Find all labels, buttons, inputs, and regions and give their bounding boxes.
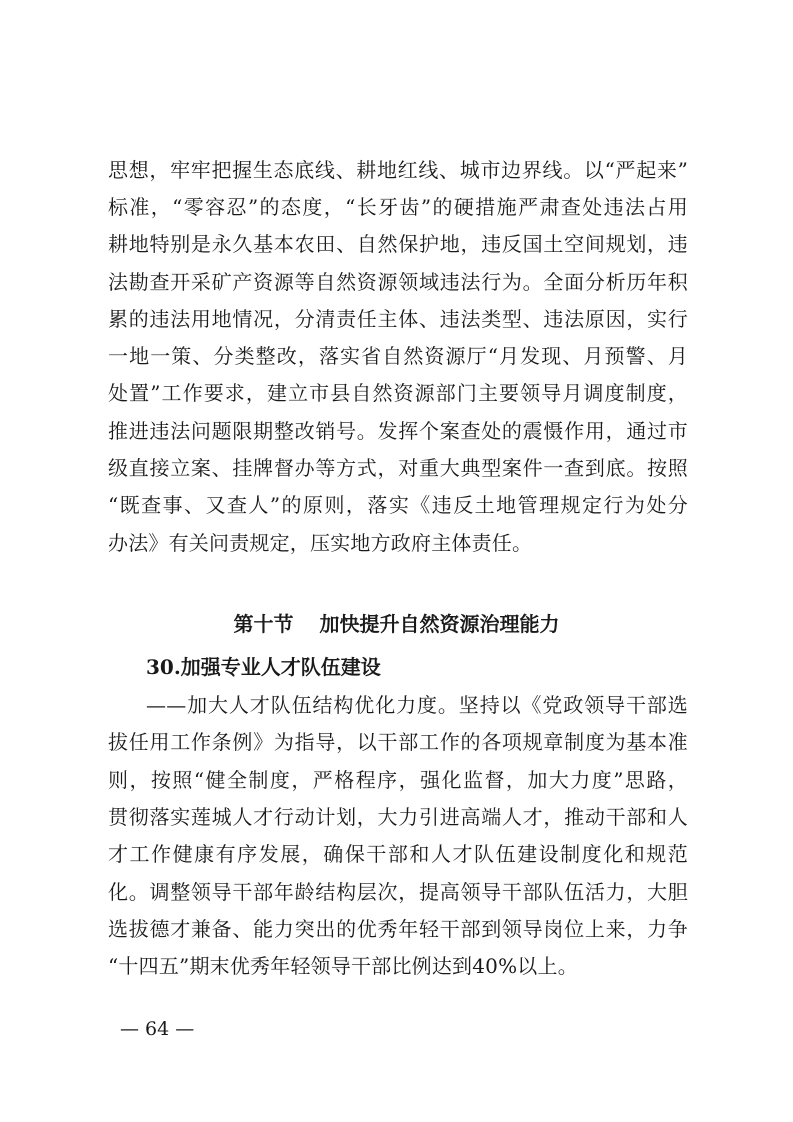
text-line: 才工作健康有序发展，确保干部和人才队伍建设制度化和规范 [108, 842, 688, 866]
text-line: “既查事、又查人”的原则，落实《违反土地管理规定行为处分 [108, 493, 688, 517]
text-line: 处置”工作要求，建立市县自然资源部门主要领导月调度制度， [108, 381, 688, 405]
text-line: 推进违法问题限期整改销号。发挥个案查处的震慑作用，通过市 [108, 419, 688, 443]
text-line: “十四五”期末优秀年轻领导干部比例达到40%以上。 [108, 954, 578, 978]
text-line: 则，按照“健全制度，严格程序，强化监督，加大力度”思路， [108, 768, 688, 792]
text-line: 级直接立案、挂牌督办等方式，对重大典型案件一查到底。按照 [108, 456, 688, 480]
text-line: 标准，“零容忍”的态度，“长牙齿”的硬措施严肃查处违法占用 [108, 195, 688, 219]
text-line: 思想，牢牢把握生态底线、耕地红线、城市边界线。以“严起来” [108, 158, 688, 182]
section-heading [0, 606, 793, 642]
text-line: 法勘查开采矿产资源等自然资源领域违法行为。全面分析历年积 [108, 270, 688, 294]
text-line: 办法》有关问责规定，压实地方政府主体责任。 [108, 531, 533, 555]
sub-heading: 30.加强专业人才队伍建设 [146, 655, 381, 679]
text-line: ——加大人才队伍结构优化力度。坚持以《党政领导干部选 [146, 693, 688, 717]
text-line: 选拔德才兼备、能力突出的优秀年轻干部到领导岗位上来，力争 [108, 917, 688, 941]
text-line: 一地一策、分类整改，落实省自然资源厅“月发现、月预警、月 [108, 344, 688, 368]
page-number: — 64 — [120, 1018, 195, 1040]
section-title: 加快提升自然资源治理能力 [319, 612, 560, 636]
text-line: 累的违法用地情况，分清责任主体、违法类型、违法原因，实行 [108, 307, 688, 331]
text-line: 耕地特别是永久基本农田、自然保护地，违反国土空间规划，违 [108, 232, 688, 256]
text-line: 化。调整领导干部年龄结构层次，提高领导干部队伍活力，大胆 [108, 880, 688, 904]
section-number: 第十节 [233, 612, 294, 636]
text-line: 贯彻落实莲城人才行动计划，大力引进高端人才，推动干部和人 [108, 805, 688, 829]
text-line: 拔任用工作条例》为指导，以干部工作的各项规章制度为基本准 [108, 730, 688, 754]
